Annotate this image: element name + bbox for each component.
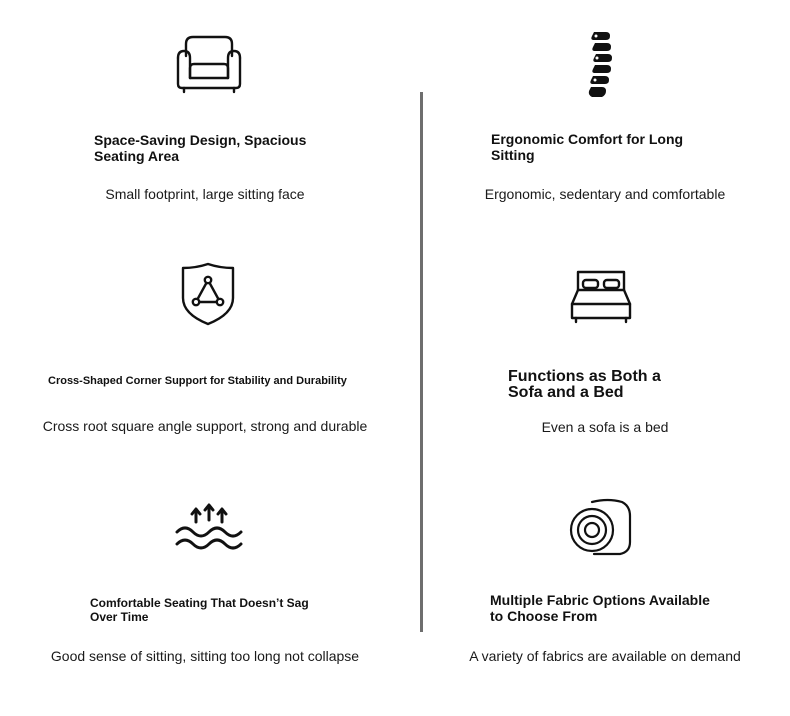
feature-title-line2: to Choose From (490, 608, 598, 624)
feature-title-line1: Ergonomic Comfort for Long (491, 131, 684, 147)
feature-title-line1: Functions as Both a (508, 368, 661, 385)
feature-title (491, 131, 683, 163)
feature-title (48, 375, 347, 388)
feature-description: Cross root square angle support, strong and durable (42, 418, 368, 434)
feature-title (490, 592, 710, 624)
feature-description: Good sense of sitting, sitting too long not collapse (50, 648, 360, 664)
spine-icon (586, 30, 616, 100)
feature-title-line1: Cross-Shaped Corner Support for Stability and Durability (48, 375, 347, 387)
feature-title (90, 596, 309, 624)
feature-title-line1: Comfortable Seating That Doesn’t Sag (90, 596, 309, 610)
feature-title (94, 132, 306, 164)
feature-description: A variety of fabrics are available on demand (469, 648, 741, 664)
column-divider (420, 92, 423, 632)
feature-title (508, 369, 661, 401)
waves-arrows-icon (174, 500, 244, 552)
armchair-icon (174, 34, 244, 94)
feature-description: Small footprint, large sitting face (105, 186, 305, 202)
feature-title-line1: Space-Saving Design, Spacious (94, 132, 307, 148)
feature-title-line2: Sofa and a Bed (508, 384, 624, 401)
feature-title-line2: Seating Area (94, 148, 180, 164)
feature-title-line1: Multiple Fabric Options Available (490, 592, 710, 608)
fabric-roll-icon (568, 496, 634, 560)
bed-icon (570, 268, 632, 324)
shield-triangle-icon (180, 262, 236, 326)
feature-title-line2: Sitting (491, 147, 535, 163)
feature-description: Ergonomic, sedentary and comfortable (484, 186, 726, 202)
feature-description: Even a sofa is a bed (541, 419, 669, 435)
feature-title-line2: Over Time (90, 610, 149, 624)
